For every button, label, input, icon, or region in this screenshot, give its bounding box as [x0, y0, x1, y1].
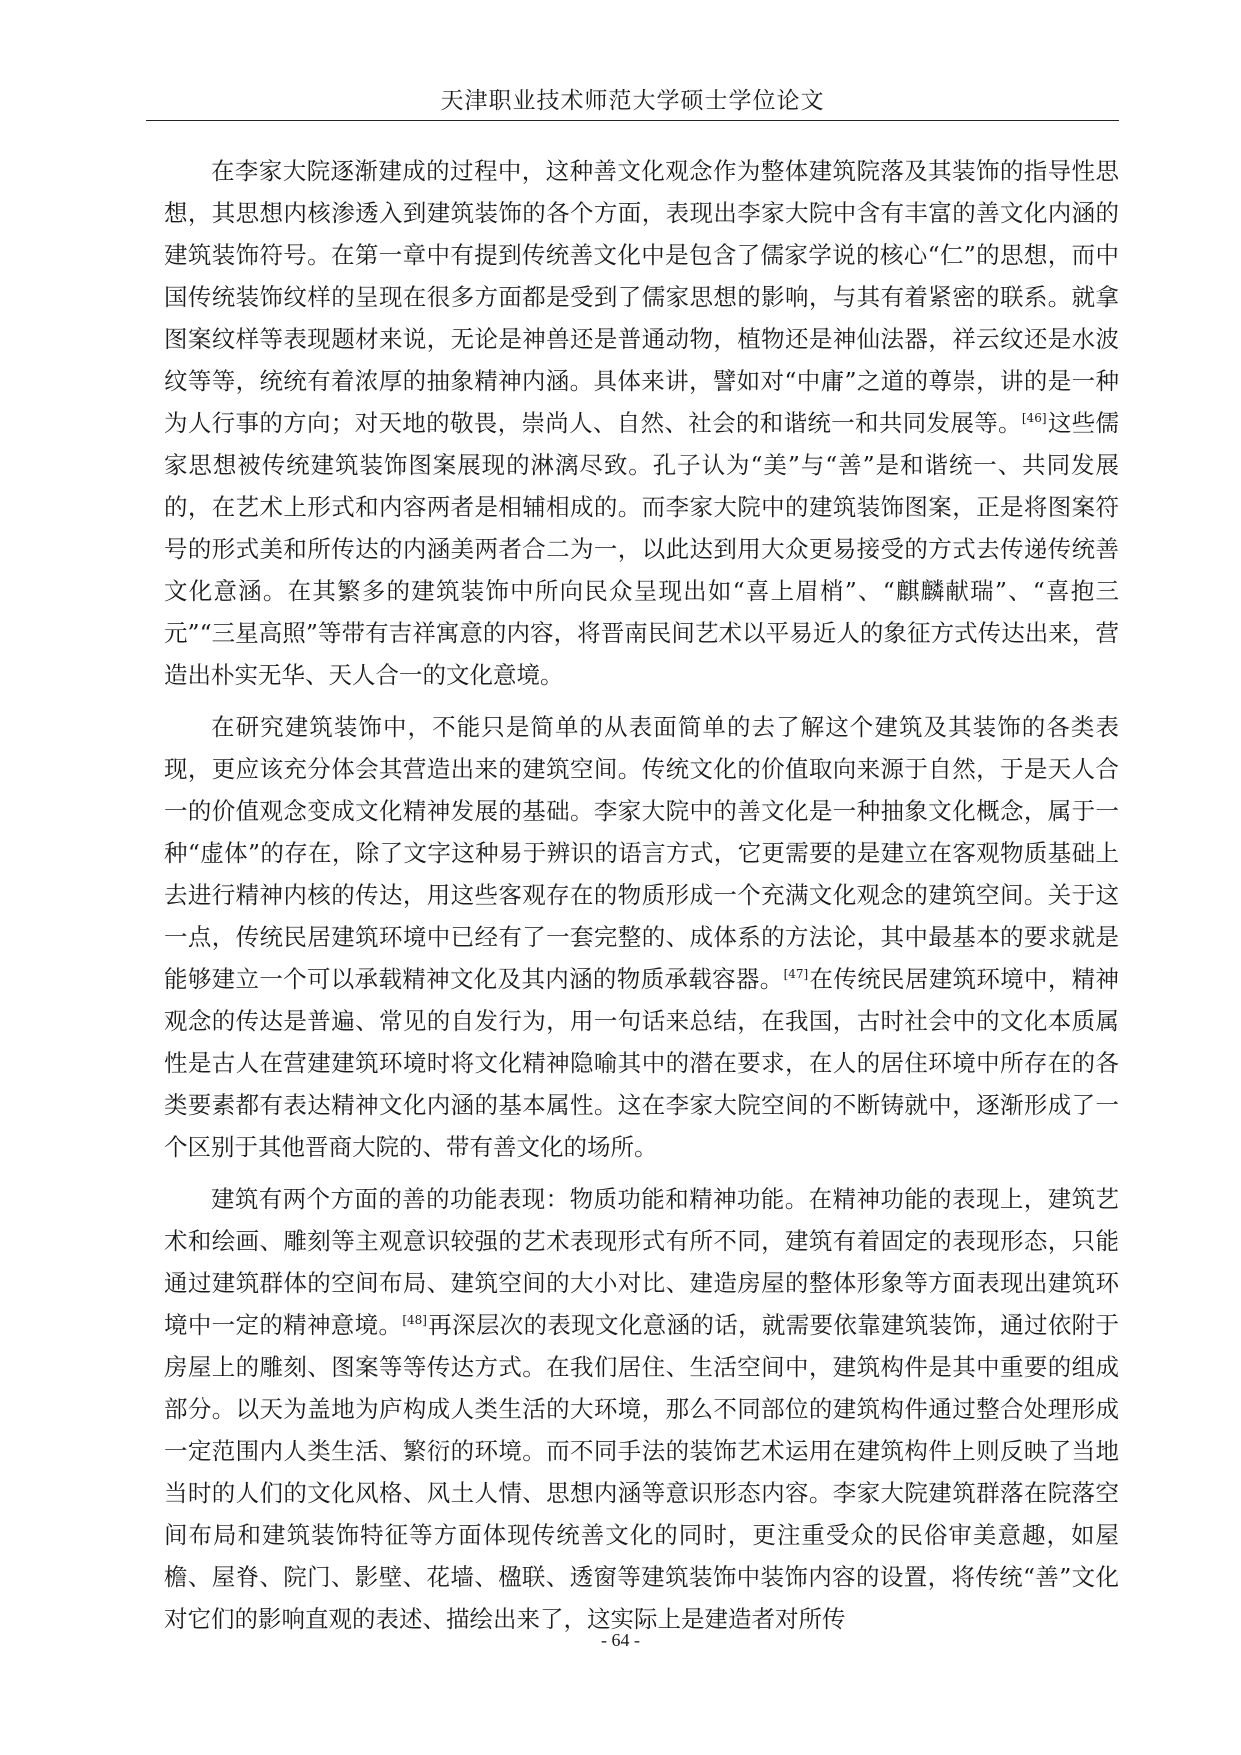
paragraph-1-text-a: 在李家大院逐渐建成的过程中，这种善文化观念作为整体建筑院落及其装饰的指导性思想，其思想内核渗透入到建筑装饰的各个方面，表现出李家大院中含有丰富的善文化内涵的建筑装饰符号。在第一章中有提到传统善文化中是包含了儒家学说的核心“仁”的思想，而中国传统装饰纹样的呈现在很多方面都是受到了儒家思想的影响，与其有着紧密的联系。就拿图案纹样等表现题材来说，无论是神兽还是普通动物，植物还是神仙法器，祥云纹还是水波纹等等，统统有着浓厚的抽象精神内涵。具体来讲，譬如对“中庸”之道的尊崇，讲的是一种为人行事的方向；对天地的敬畏，崇尚人、自然、社会的和谐统一和共同发展等。: [164, 157, 1119, 437]
paragraph-3-text-b: 再深层次的表现文化意涵的话，就需要依靠建筑装饰，通过依附于房屋上的雕刻、图案等等传达方式。在我们居住、生活空间中，建筑构件是其中重要的组成部分。以天为盖地为庐构成人类生活的大环境，那么不同部位的建筑构件通过整合处理形成一定范围内人类生活、繁衍的环境。而不同手法的装饰艺术运用在建筑构件上则反映了当地当时的人们的文化风格、风土人情、思想内涵等意识形态内容。李家大院建筑群落在院落空间布局和建筑装饰特征等方面体现传统善文化的同时，更注重受众的民俗审美意趣，如屋檐、屋脊、院门、影壁、花墙、楹联、透窗等建筑装饰中装饰内容的设置，将传统“善”文化对它们的影响直观的表述、描绘出来了，这实际上是建造者对所传: [164, 1311, 1120, 1633]
paragraph-3: [164, 1178, 1119, 1640]
paragraph-3-text-a: 建筑有两个方面的善的功能表现：物质功能和精神功能。在精神功能的表现上，建筑艺术和绘画、雕刻等主观意识较强的艺术表现形式有所不同，建筑有着固定的表现形态，只能通过建筑群体的空间布局、建筑空间的大小对比、建造房屋的整体形象等方面表现出建筑环境中一定的精神意境。: [164, 1185, 1119, 1339]
paragraph-1-text-b: 这些儒家思想被传统建筑装饰图案展现的淋漓尽致。孔子认为“美”与“善”是和谐统一、共同发展的，在艺术上形式和内容两者是相辅相成的。而李家大院中的建筑装饰图案，正是将图案符号的形式美和所传达的内涵美两者合二为一，以此达到用大众更易接受的方式去传递传统善文化意涵。在其繁多的建筑装饰中所向民众呈现出如“喜上眉梢”、“麒麟献瑞”、“喜抱三元”“三星高照”等带有吉祥寓意的内容，将晋南民间艺术以平易近人的象征方式传达出来，营造出朴实无华、天人合一的文化意境。: [164, 409, 1120, 689]
header-divider: [146, 120, 1119, 121]
paragraph-2: [164, 706, 1119, 1168]
page-number: - 64 -: [601, 1630, 640, 1650]
citation-46: [46]: [1021, 411, 1047, 426]
paragraph-2-text-a: 在研究建筑装饰中，不能只是简单的从表面简单的去了解这个建筑及其装饰的各类表现，更应该充分体会其营造出来的建筑空间。传统文化的价值取向来源于自然，于是天人合一的价值观念变成文化精神发展的基础。李家大院中的善文化是一种抽象文化概念，属于一种“虚体”的存在，除了文字这种易于辨识的语言方式，它更需要的是建立在客观物质基础上去进行精神内核的传达，用这些客观存在的物质形成一个充满文化观念的建筑空间。关于这一点，传统民居建筑环境中已经有了一套完整的、成体系的方法论，其中最基本的要求就是能够建立一个可以承载精神文化及其内涵的物质承载容器。: [164, 713, 1119, 993]
main-body-text: [164, 150, 1119, 1650]
citation-48: [48]: [402, 1313, 427, 1328]
paragraph-1: [164, 150, 1119, 696]
page-header-title: 天津职业技术师范大学硕士学位论文: [440, 88, 825, 114]
citation-47: [47]: [783, 967, 809, 982]
paragraph-2-text-b: 在传统民居建筑环境中，精神观念的传达是普遍、常见的自发行为，用一句话来总结，在我国，古时社会中的文化本质属性是古人在营建建筑环境时将文化精神隐喻其中的潜在要求，在人的居住环境中所存在的各类要素都有表达精神文化内涵的基本属性。这在李家大院空间的不断铸就中，逐渐形成了一个区别于其他晋商大院的、带有善文化的场所。: [164, 965, 1120, 1161]
